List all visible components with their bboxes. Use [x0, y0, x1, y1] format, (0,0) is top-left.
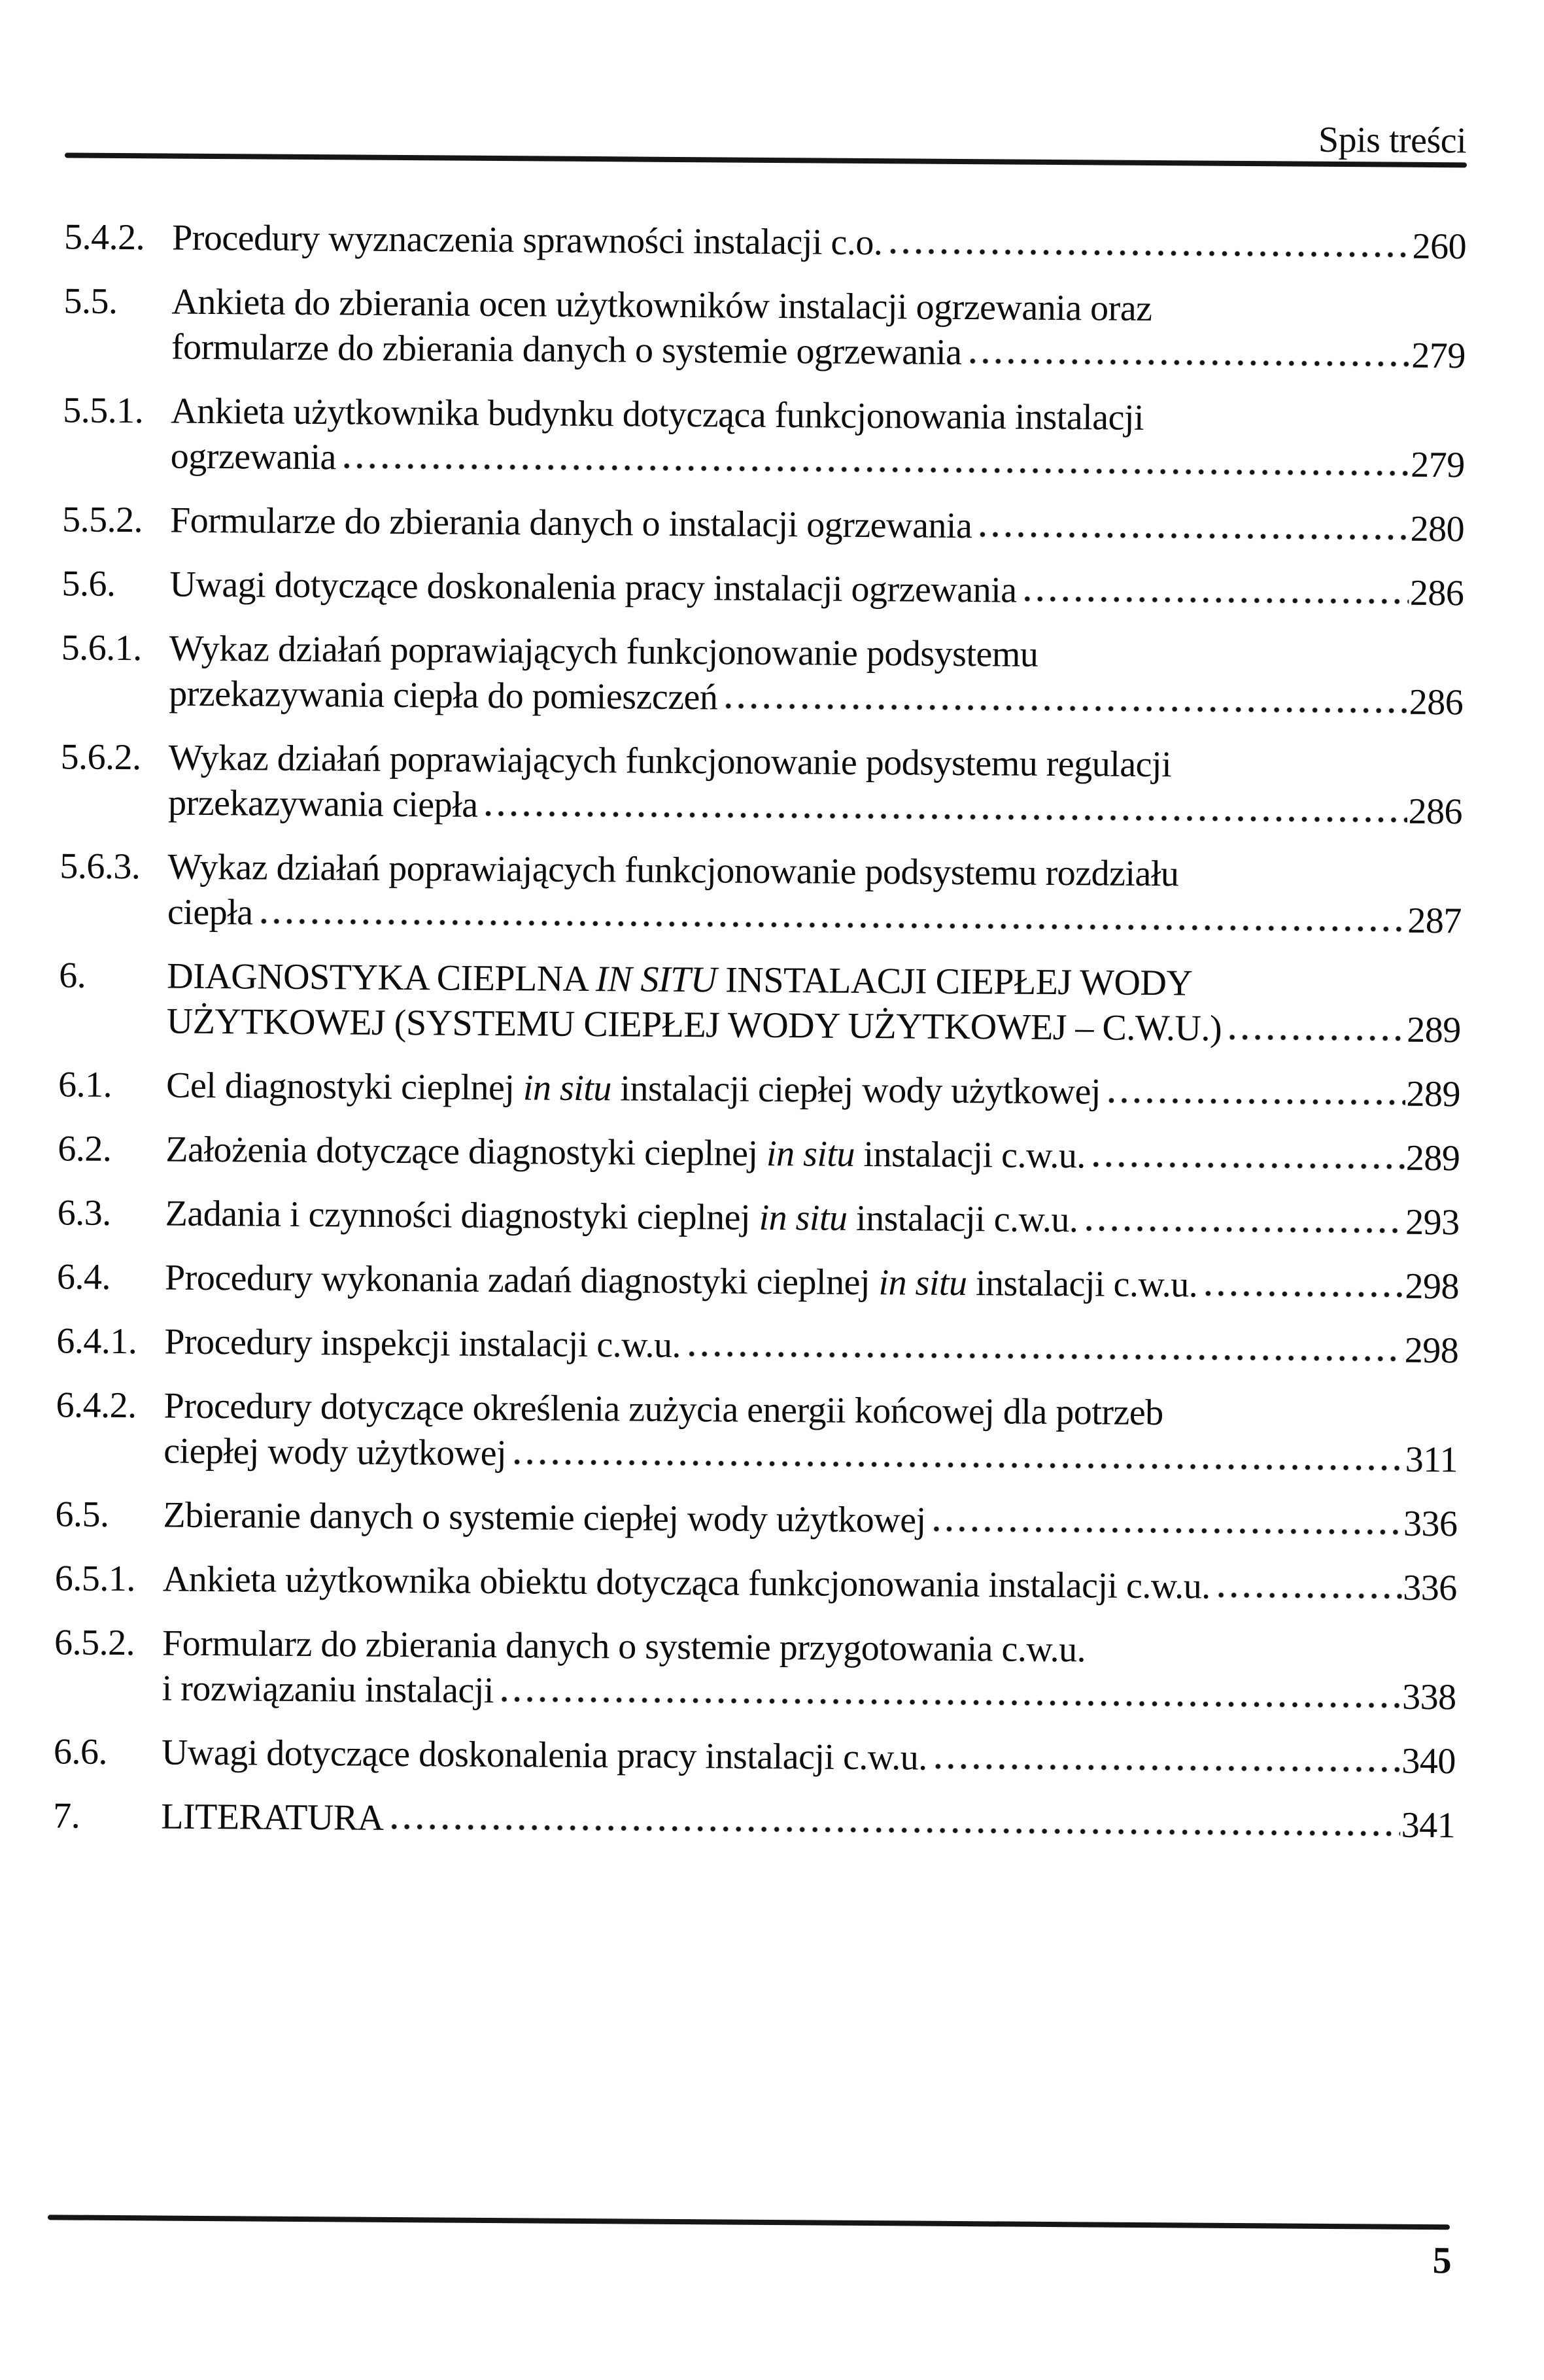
toc-entry — [61, 561, 1464, 616]
toc-entry — [54, 1729, 1456, 1784]
toc-leader-dots — [1024, 596, 1408, 605]
toc-page-number: 311 — [1405, 1439, 1458, 1481]
toc-entry-number: 5.6.2. — [60, 736, 141, 778]
toc-entry-number: 5.4.2. — [63, 216, 145, 258]
toc-leader-dots — [261, 918, 1407, 933]
toc-line — [54, 1729, 1456, 1784]
toc-entry-text: Procedury dotyczące określenia zużycia energii końcowej dla potrzeb — [163, 1385, 1163, 1434]
toc-entry — [56, 1319, 1458, 1373]
toc-line — [61, 670, 1463, 725]
toc-entry — [57, 1190, 1459, 1245]
toc-entry-number: 6.5. — [55, 1494, 109, 1535]
toc-entry-number: 6.5.2. — [54, 1622, 135, 1664]
toc-entry-text: Zadania i czynności diagnostyki cieplnej in situ instalacji c.w.u. — [165, 1193, 1078, 1241]
toc-page-number: 289 — [1406, 1073, 1461, 1115]
toc-page-number: 336 — [1403, 1567, 1457, 1609]
toc-entry-text: LITERATURA — [161, 1796, 384, 1838]
toc-entry-text: Zbieranie danych o systemie ciepłej wody użytkowej — [163, 1494, 926, 1541]
toc-entry — [55, 1492, 1457, 1547]
toc-entry-text: Formularze do zbierania danych o instalacji ogrzewania — [169, 500, 972, 547]
toc-page-number: 280 — [1410, 508, 1465, 550]
toc-line — [62, 497, 1464, 552]
toc-page-number: 286 — [1409, 572, 1464, 614]
toc-leader-dots — [980, 531, 1409, 541]
toc-leader-dots — [725, 702, 1407, 714]
toc-entry — [58, 1062, 1460, 1117]
toc-line — [54, 1665, 1456, 1720]
toc-entry-number: 6.6. — [53, 1731, 108, 1772]
toc-leader-dots — [1093, 1161, 1405, 1169]
toc-line — [59, 998, 1461, 1053]
toc-line — [57, 1254, 1459, 1309]
toc-line — [56, 1428, 1458, 1483]
toc-entry-number — [59, 1032, 167, 1033]
toc-entry-number: 6.4.1. — [56, 1320, 137, 1362]
toc-page-number: 286 — [1409, 681, 1464, 723]
table-of-contents — [53, 215, 1466, 1848]
toc-entry-number: 5.6. — [61, 563, 116, 604]
toc-page-number: 298 — [1405, 1266, 1460, 1307]
toc-entry-number: 5.6.1. — [61, 627, 142, 669]
toc-page-number: 340 — [1401, 1740, 1456, 1782]
toc-entry — [63, 388, 1466, 488]
toc-entry — [58, 1126, 1460, 1181]
toc-leader-dots — [969, 358, 1410, 368]
toc-entry-text: ciepła — [167, 891, 253, 933]
toc-entry-number: 5.5.1. — [63, 390, 144, 432]
toc-leader-dots — [514, 1458, 1404, 1471]
toc-leader-dots — [935, 1763, 1401, 1773]
toc-page-number: 279 — [1411, 335, 1466, 377]
toc-page-number: 293 — [1405, 1201, 1460, 1243]
toc-entry-text: ogrzewania — [170, 436, 337, 478]
toc-entry-number: 7. — [53, 1795, 80, 1837]
toc-leader-dots — [1205, 1290, 1403, 1298]
toc-entry-text: ciepłej wody użytkowej — [163, 1430, 507, 1474]
toc-entry-number — [54, 1699, 162, 1700]
toc-leader-dots — [502, 1696, 1401, 1709]
toc-entry-number: 5.5.2. — [61, 499, 143, 541]
toc-line — [60, 889, 1462, 944]
toc-entry-number: 6.3. — [57, 1192, 111, 1233]
toc-leader-dots — [1108, 1097, 1405, 1106]
toc-entry — [59, 953, 1462, 1053]
toc-entry-text: Ankieta użytkownika budynku dotycząca funkcjonowania instalacji — [171, 390, 1144, 438]
toc-entry-text: przekazywania ciepła — [167, 782, 478, 825]
toc-page-number: 338 — [1401, 1676, 1456, 1718]
toc-entry-text: Cel diagnostyki cieplnej in situ instalacji ciepłej wody użytkowej — [165, 1065, 1101, 1112]
toc-line — [58, 1062, 1460, 1117]
page-number: 5 — [1432, 2239, 1452, 2282]
toc-page-number: 298 — [1404, 1330, 1459, 1371]
toc-page-number: 289 — [1405, 1137, 1460, 1179]
toc-entry-text: Wykaz działań poprawiających funkcjonowanie podsystemu regulacji — [168, 737, 1172, 785]
toc-entry-text: Procedury inspekcji instalacji c.w.u. — [164, 1321, 681, 1366]
toc-line — [64, 215, 1466, 269]
toc-entry-text: Uwagi dotyczące doskonalenia pracy instalacji c.w.u. — [161, 1732, 927, 1778]
toc-leader-dots — [344, 462, 1409, 476]
toc-entry-text: przekazywania ciepła do pomieszczeń — [169, 673, 718, 718]
toc-entry — [62, 497, 1464, 552]
toc-leader-dots — [890, 248, 1411, 258]
toc-leader-dots — [1086, 1225, 1404, 1233]
toc-line — [57, 1190, 1459, 1245]
toc-entry — [57, 1254, 1459, 1309]
toc-page-number: 279 — [1411, 444, 1465, 486]
toc-line — [55, 1492, 1457, 1547]
toc-entry — [53, 1793, 1455, 1848]
toc-page-number: 286 — [1408, 791, 1463, 833]
toc-page-number: 341 — [1401, 1804, 1456, 1846]
toc-entry — [60, 734, 1463, 835]
toc-entry — [55, 1556, 1457, 1611]
toc-leader-dots — [1218, 1592, 1402, 1600]
toc-entry — [54, 1620, 1456, 1720]
toc-leader-dots — [689, 1351, 1403, 1362]
toc-leader-dots — [1229, 1034, 1405, 1042]
toc-page-number: 336 — [1403, 1503, 1458, 1545]
toc-line — [55, 1556, 1457, 1611]
toc-entry-number: 6.5.1. — [54, 1558, 136, 1600]
toc-entry-text: Ankieta do zbierania ocen użytkowników instalacji ogrzewania oraz — [171, 281, 1152, 330]
toc-entry-text: Ankieta użytkownika obiektu dotycząca funkcjonowania instalacji c.w.u. — [162, 1559, 1210, 1607]
footer-divider-line — [48, 2215, 1450, 2230]
toc-entry-number: 6.1. — [58, 1064, 112, 1105]
toc-entry-number — [63, 467, 171, 468]
toc-entry-text: i rozwiązaniu instalacji — [162, 1668, 494, 1712]
header-divider-line — [65, 152, 1467, 167]
toc-entry-number: 6.4. — [56, 1256, 111, 1298]
toc-page-number: 289 — [1407, 1009, 1461, 1051]
toc-leader-dots — [391, 1823, 1399, 1837]
toc-entry-number: 6. — [59, 955, 86, 996]
toc-entry-number: 6.4.2. — [56, 1385, 137, 1426]
toc-line — [56, 1319, 1458, 1373]
toc-entry-text: Założenia dotyczące diagnostyki cieplnej in situ instalacji c.w.u. — [165, 1129, 1086, 1177]
toc-entry-text: UŻYTKOWEJ (SYSTEMU CIEPŁEJ WODY UŻYTKOWEJ – C.W.U.) — [166, 1001, 1222, 1049]
toc-line — [61, 561, 1464, 616]
toc-line — [60, 780, 1462, 835]
toc-entry-text: Uwagi dotyczące doskonalenia pracy instalacji ogrzewania — [169, 564, 1017, 611]
toc-entry — [63, 279, 1466, 379]
page-header-title: Spis treści — [1318, 119, 1467, 162]
toc-entry-number: 5.5. — [63, 281, 118, 322]
toc-entry-text: formularze do zbierania danych o systemie ogrzewania — [171, 326, 962, 373]
toc-entry-number: 5.6.3. — [60, 846, 141, 888]
toc-line — [58, 1126, 1460, 1181]
toc-leader-dots — [934, 1526, 1402, 1536]
toc-entry-text: Formularz do zbierania danych o systemie przygotowania c.w.u. — [162, 1623, 1086, 1670]
toc-entry-number — [61, 704, 169, 705]
toc-entry-number: 6.2. — [58, 1128, 112, 1169]
toc-leader-dots — [485, 810, 1407, 823]
toc-entry — [64, 215, 1466, 269]
toc-entry-text: Wykaz działań poprawiających funkcjonowanie podsystemu — [169, 628, 1038, 675]
toc-entry — [56, 1383, 1458, 1483]
toc-entry-text: Procedury wykonania zadań diagnostyki cieplnej in situ instalacji c.w.u. — [164, 1257, 1198, 1305]
toc-page-number: 287 — [1407, 900, 1462, 942]
toc-line — [63, 324, 1466, 379]
toc-line — [53, 1793, 1455, 1848]
toc-entry-text: DIAGNOSTYKA CIEPLNA IN SITU INSTALACJI CIEPŁEJ WODY — [167, 956, 1193, 1004]
toc-entry — [60, 844, 1462, 944]
toc-line — [63, 433, 1465, 488]
toc-entry-text: Procedury wyznaczenia sprawności instalacji c.o. — [171, 217, 883, 264]
toc-entry-text: Wykaz działań poprawiających funkcjonowanie podsystemu rozdziału — [167, 846, 1179, 895]
toc-entry — [61, 625, 1464, 725]
toc-page-number: 260 — [1412, 226, 1467, 267]
